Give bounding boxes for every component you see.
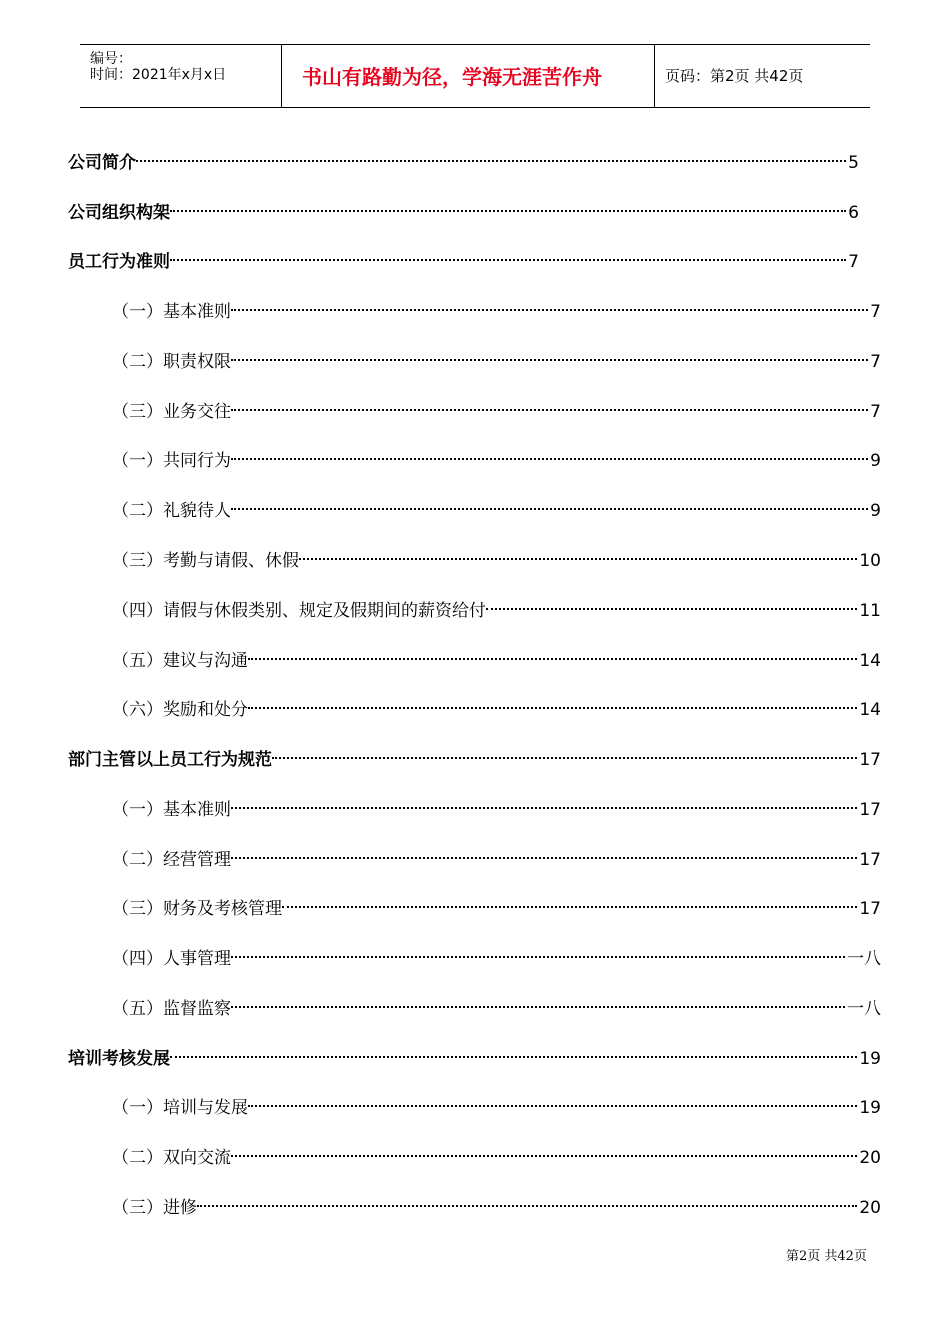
toc-leader-dots — [136, 142, 846, 168]
toc-leader-dots — [282, 888, 857, 914]
page-header — [80, 44, 870, 108]
toc-entry[interactable] — [112, 440, 881, 471]
toc-entry-page: 一八 — [847, 949, 881, 969]
toc-entry-title: （一）基本准则 — [112, 302, 231, 322]
toc-leader-dots — [272, 739, 857, 765]
toc-entry-title: （五）监督监察 — [112, 999, 231, 1019]
toc-entry-page: 17 — [859, 899, 881, 919]
toc-leader-dots — [248, 689, 857, 715]
page-footer: 第2页 共42页 — [786, 1249, 867, 1264]
header-motto-cell — [282, 45, 655, 107]
toc-leader-dots — [231, 291, 868, 317]
toc-entry-page: 14 — [859, 651, 881, 671]
toc-entry-page: 19 — [859, 1049, 881, 1069]
toc-leader-dots — [231, 440, 868, 466]
toc-entry[interactable] — [112, 839, 881, 870]
toc-entry-page: 17 — [859, 850, 881, 870]
toc-entry[interactable] — [68, 192, 859, 223]
toc-entry[interactable] — [112, 490, 881, 521]
toc-leader-dots — [231, 341, 868, 367]
toc-entry[interactable] — [112, 1087, 881, 1118]
document-date-label: 时间：2021年x月x日 — [90, 67, 227, 83]
toc-entry-page: 11 — [859, 601, 881, 621]
toc-entry[interactable] — [112, 291, 881, 322]
toc-entry-title: （二）经营管理 — [112, 850, 231, 870]
toc-leader-dots — [231, 988, 845, 1014]
toc-entry-page: 9 — [870, 451, 881, 471]
toc-leader-dots — [197, 1187, 857, 1213]
toc-entry[interactable] — [112, 590, 881, 621]
toc-entry-title: （二）双向交流 — [112, 1148, 231, 1168]
toc-entry-title: （二）职责权限 — [112, 352, 231, 372]
toc-entry[interactable] — [112, 391, 881, 422]
toc-entry[interactable] — [112, 988, 881, 1019]
toc-leader-dots — [486, 590, 857, 616]
toc-entry-page: 7 — [870, 352, 881, 372]
toc-entry-title: （二）礼貌待人 — [112, 501, 231, 521]
toc-leader-dots — [231, 839, 857, 865]
toc-leader-dots — [231, 490, 868, 516]
toc-leader-dots — [170, 1038, 857, 1064]
toc-entry-title: 员工行为准则 — [68, 252, 170, 272]
toc-entry-page: 7 — [870, 402, 881, 422]
toc-entry[interactable] — [112, 341, 881, 372]
toc-entry[interactable] — [68, 1038, 881, 1069]
toc-entry[interactable] — [112, 689, 881, 720]
toc-entry[interactable] — [68, 142, 859, 173]
toc-entry-page: 5 — [848, 153, 859, 173]
toc-entry-title: （一）基本准则 — [112, 800, 231, 820]
toc-entry[interactable] — [112, 640, 881, 671]
toc-entry-page: 20 — [859, 1148, 881, 1168]
toc-entry-title: 培训考核发展 — [68, 1049, 170, 1069]
toc-leader-dots — [248, 640, 857, 666]
toc-entry-title: （四）人事管理 — [112, 949, 231, 969]
toc-entry-title: 公司组织构架 — [68, 203, 170, 223]
toc-entry-title: （一）培训与发展 — [112, 1098, 248, 1118]
toc-entry-page: 20 — [859, 1198, 881, 1218]
toc-entry-title: （三）财务及考核管理 — [112, 899, 282, 919]
toc-leader-dots — [231, 391, 868, 417]
toc-entry-page: 17 — [859, 750, 881, 770]
toc-entry-title: （五）建议与沟通 — [112, 651, 248, 671]
toc-entry[interactable] — [68, 739, 881, 770]
toc-entry[interactable] — [112, 888, 881, 919]
toc-entry-page: 7 — [870, 302, 881, 322]
toc-entry-page: 6 — [848, 203, 859, 223]
toc-entry-page: 17 — [859, 800, 881, 820]
header-page-number: 页码：第2页 共42页 — [665, 67, 804, 85]
header-info-cell — [80, 45, 282, 107]
toc-entry-title: （一）共同行为 — [112, 451, 231, 471]
toc-entry[interactable] — [68, 241, 859, 272]
header-motto: 书山有路勤为径，学海无涯苦作舟 — [302, 65, 602, 89]
toc-entry[interactable] — [112, 938, 881, 969]
toc-entry-title: 部门主管以上员工行为规范 — [68, 750, 272, 770]
toc-entry-title: （三）考勤与请假、休假 — [112, 551, 299, 571]
toc-entry[interactable] — [112, 1187, 881, 1218]
toc-entry-page: 19 — [859, 1098, 881, 1118]
document-number-label: 编号： — [90, 51, 132, 67]
toc-entry[interactable] — [112, 789, 881, 820]
toc-entry-page: 7 — [848, 252, 859, 272]
toc-entry-title: （四）请假与休假类别、规定及假期间的薪资给付 — [112, 601, 486, 621]
toc-leader-dots — [231, 1137, 857, 1163]
toc-leader-dots — [231, 938, 845, 964]
toc-entry[interactable] — [112, 540, 881, 571]
toc-leader-dots — [231, 789, 857, 815]
toc-entry-title: （六）奖励和处分 — [112, 700, 248, 720]
toc-entry-page: 14 — [859, 700, 881, 720]
header-page-cell — [655, 45, 870, 107]
toc-leader-dots — [248, 1087, 857, 1113]
toc-leader-dots — [170, 241, 846, 267]
toc-entry-title: （三）进修 — [112, 1198, 197, 1218]
toc-entry-title: 公司简介 — [68, 153, 136, 173]
toc-entry-page: 10 — [859, 551, 881, 571]
toc-entry-page: 一八 — [847, 999, 881, 1019]
toc-leader-dots — [299, 540, 857, 566]
toc-entry-title: （三）业务交往 — [112, 402, 231, 422]
toc-leader-dots — [170, 192, 846, 218]
toc-entry[interactable] — [112, 1137, 881, 1168]
toc-entry-page: 9 — [870, 501, 881, 521]
